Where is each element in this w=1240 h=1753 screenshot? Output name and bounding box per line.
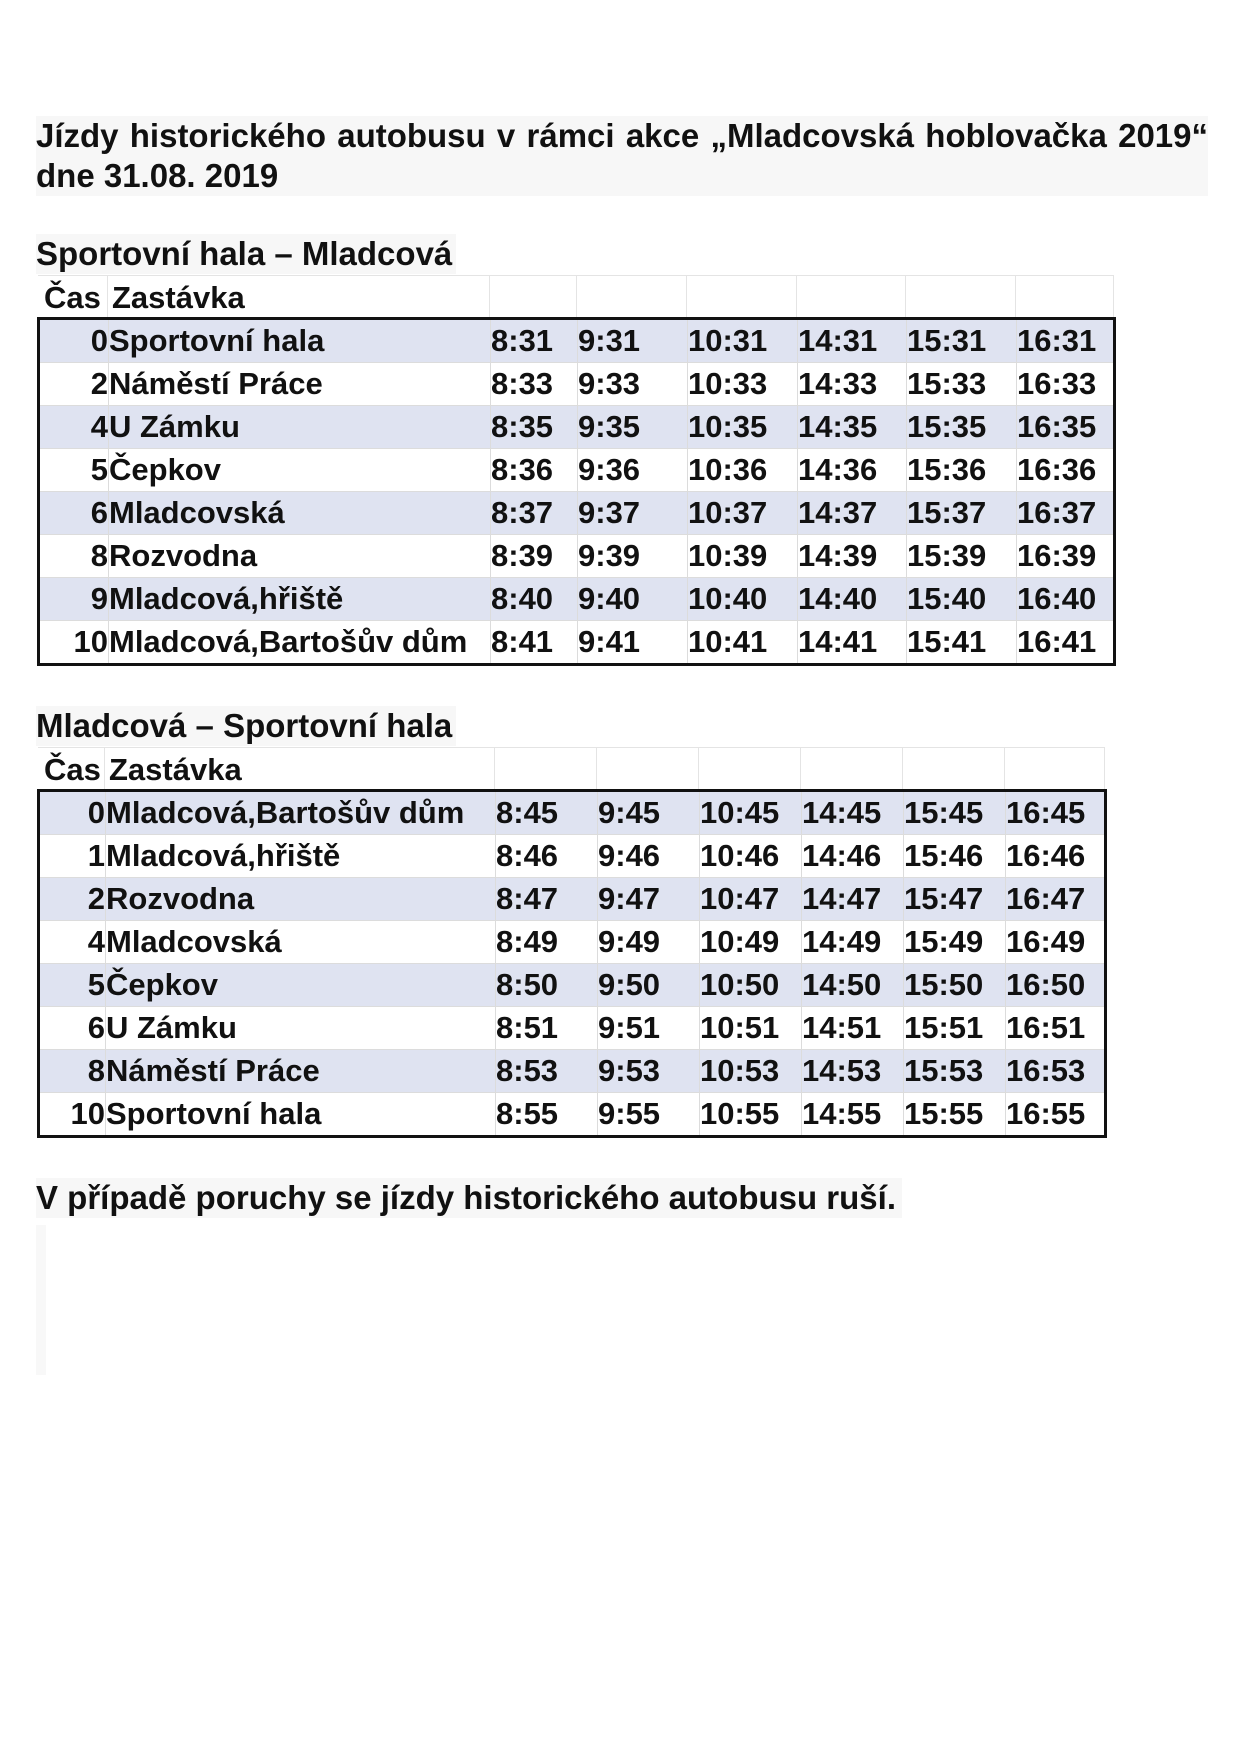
departure-time: 16:45	[1006, 791, 1106, 835]
stop-name: Sportovní hala	[109, 319, 491, 363]
header-empty	[597, 747, 699, 790]
stop-name: Mladcová,Bartošův dům	[109, 621, 491, 665]
departure-time: 16:31	[1017, 319, 1115, 363]
departure-time: 9:49	[598, 921, 700, 964]
departure-time: 15:46	[904, 835, 1006, 878]
departure-time: 15:53	[904, 1050, 1006, 1093]
departure-time: 15:36	[907, 449, 1017, 492]
departure-time: 10:51	[700, 1007, 802, 1050]
minute-offset: 9	[39, 578, 109, 621]
table-row	[39, 921, 1106, 964]
departure-time: 8:36	[491, 449, 578, 492]
departure-time: 8:33	[491, 363, 578, 406]
departure-time: 16:39	[1017, 535, 1115, 578]
departure-time: 10:36	[688, 449, 798, 492]
departure-time: 8:50	[496, 964, 598, 1007]
departure-time: 10:40	[688, 578, 798, 621]
departure-time: 10:33	[688, 363, 798, 406]
departure-time: 16:46	[1006, 835, 1106, 878]
stop-name: Mladcová,hřiště	[109, 578, 491, 621]
stop-name: Náměstí Práce	[106, 1050, 496, 1093]
stop-name: Rozvodna	[109, 535, 491, 578]
table-row	[39, 791, 1106, 835]
stop-name: Mladcovská	[109, 492, 491, 535]
header-empty	[495, 747, 597, 790]
departure-time: 8:55	[496, 1093, 598, 1137]
minute-offset: 10	[39, 1093, 106, 1137]
departure-time: 9:53	[598, 1050, 700, 1093]
departure-time: 14:49	[802, 921, 904, 964]
minute-offset: 10	[39, 621, 109, 665]
departure-time: 8:46	[496, 835, 598, 878]
stop-name: Čepkov	[106, 964, 496, 1007]
stop-name: U Zámku	[106, 1007, 496, 1050]
margin-strip	[36, 1225, 46, 1375]
departure-time: 14:55	[802, 1093, 904, 1137]
departure-time: 16:51	[1006, 1007, 1106, 1050]
departure-time: 9:36	[578, 449, 688, 492]
departure-time: 15:40	[907, 578, 1017, 621]
departure-time: 14:33	[798, 363, 907, 406]
departure-time: 15:51	[904, 1007, 1006, 1050]
departure-time: 16:36	[1017, 449, 1115, 492]
table-row	[39, 449, 1115, 492]
departure-time: 14:40	[798, 578, 907, 621]
departure-time: 9:35	[578, 406, 688, 449]
departure-time: 10:41	[688, 621, 798, 665]
document-title: Jízdy historického autobusu v rámci akce „Mladcovská hoblovačka 2019“ dne 31.08. 2019	[36, 117, 1208, 194]
header-empty	[1005, 747, 1105, 790]
timetable-header-outbound	[38, 275, 1114, 318]
minute-offset: 8	[39, 535, 109, 578]
departure-time: 10:35	[688, 406, 798, 449]
departure-time: 9:47	[598, 878, 700, 921]
departure-time: 10:37	[688, 492, 798, 535]
departure-time: 8:35	[491, 406, 578, 449]
departure-time: 15:49	[904, 921, 1006, 964]
departure-time: 16:53	[1006, 1050, 1106, 1093]
departure-time: 8:39	[491, 535, 578, 578]
table-row	[39, 406, 1115, 449]
departure-time: 9:41	[578, 621, 688, 665]
header-empty	[797, 275, 906, 318]
departure-time: 14:47	[802, 878, 904, 921]
departure-time: 14:51	[802, 1007, 904, 1050]
header-cas: Čas	[38, 275, 108, 318]
departure-time: 15:37	[907, 492, 1017, 535]
departure-time: 16:50	[1006, 964, 1106, 1007]
stop-name: U Zámku	[109, 406, 491, 449]
header-empty	[801, 747, 903, 790]
minute-offset: 5	[39, 449, 109, 492]
minute-offset: 2	[39, 363, 109, 406]
departure-time: 15:47	[904, 878, 1006, 921]
header-stop: Zastávka	[105, 747, 495, 790]
stop-name: Mladcová,hřiště	[106, 835, 496, 878]
departure-time: 8:37	[491, 492, 578, 535]
stop-name: Sportovní hala	[106, 1093, 496, 1137]
table-row	[39, 964, 1106, 1007]
departure-time: 9:46	[598, 835, 700, 878]
header-empty	[490, 275, 577, 318]
timetable-header-return	[38, 747, 1105, 790]
departure-time: 8:31	[491, 319, 578, 363]
departure-time: 9:55	[598, 1093, 700, 1137]
departure-time: 16:40	[1017, 578, 1115, 621]
departure-time: 9:40	[578, 578, 688, 621]
table-row	[39, 319, 1115, 363]
table-row	[39, 835, 1106, 878]
departure-time: 8:41	[491, 621, 578, 665]
departure-time: 9:51	[598, 1007, 700, 1050]
departure-time: 10:53	[700, 1050, 802, 1093]
departure-time: 9:31	[578, 319, 688, 363]
departure-time: 15:39	[907, 535, 1017, 578]
minute-offset: 0	[39, 319, 109, 363]
stop-name: Mladcová,Bartošův dům	[106, 791, 496, 835]
minute-offset: 6	[39, 492, 109, 535]
departure-time: 10:46	[700, 835, 802, 878]
departure-time: 16:33	[1017, 363, 1115, 406]
minute-offset: 8	[39, 1050, 106, 1093]
departure-time: 14:41	[798, 621, 907, 665]
departure-time: 14:31	[798, 319, 907, 363]
stop-name: Čepkov	[109, 449, 491, 492]
section-title-outbound: Sportovní hala – Mladcová	[36, 234, 456, 274]
departure-time: 16:37	[1017, 492, 1115, 535]
departure-time: 14:39	[798, 535, 907, 578]
departure-time: 8:47	[496, 878, 598, 921]
minute-offset: 0	[39, 791, 106, 835]
stop-name: Náměstí Práce	[109, 363, 491, 406]
departure-time: 16:47	[1006, 878, 1106, 921]
minute-offset: 6	[39, 1007, 106, 1050]
minute-offset: 5	[39, 964, 106, 1007]
stop-name: Rozvodna	[106, 878, 496, 921]
header-cas: Čas	[38, 747, 105, 790]
departure-time: 9:33	[578, 363, 688, 406]
departure-time: 14:35	[798, 406, 907, 449]
header-empty	[687, 275, 797, 318]
departure-time: 14:50	[802, 964, 904, 1007]
departure-time: 9:37	[578, 492, 688, 535]
header-stop: Zastávka	[108, 275, 490, 318]
header-empty	[699, 747, 801, 790]
section-title-return: Mladcová – Sportovní hala	[36, 706, 456, 746]
minute-offset: 4	[39, 921, 106, 964]
departure-time: 15:55	[904, 1093, 1006, 1137]
minute-offset: 1	[39, 835, 106, 878]
departure-time: 10:49	[700, 921, 802, 964]
minute-offset: 4	[39, 406, 109, 449]
header-empty	[903, 747, 1005, 790]
table-row	[39, 1093, 1106, 1137]
table-row	[39, 1050, 1106, 1093]
departure-time: 10:50	[700, 964, 802, 1007]
departure-time: 8:49	[496, 921, 598, 964]
timetable-return	[37, 789, 1107, 1138]
departure-time: 9:39	[578, 535, 688, 578]
departure-time: 15:41	[907, 621, 1017, 665]
table-row	[39, 621, 1115, 665]
departure-time: 15:31	[907, 319, 1017, 363]
departure-time: 8:53	[496, 1050, 598, 1093]
header-empty	[906, 275, 1016, 318]
stop-name: Mladcovská	[106, 921, 496, 964]
table-row	[39, 535, 1115, 578]
breakdown-note: V případě poruchy se jízdy historického autobusu ruší.	[36, 1178, 902, 1218]
departure-time: 9:50	[598, 964, 700, 1007]
departure-time: 8:45	[496, 791, 598, 835]
departure-time: 15:35	[907, 406, 1017, 449]
departure-time: 14:53	[802, 1050, 904, 1093]
departure-time: 9:45	[598, 791, 700, 835]
departure-time: 10:39	[688, 535, 798, 578]
departure-time: 14:37	[798, 492, 907, 535]
departure-time: 10:45	[700, 791, 802, 835]
departure-time: 10:55	[700, 1093, 802, 1137]
table-row	[39, 1007, 1106, 1050]
header-empty	[577, 275, 687, 318]
departure-time: 10:47	[700, 878, 802, 921]
departure-time: 10:31	[688, 319, 798, 363]
minute-offset: 2	[39, 878, 106, 921]
departure-time: 14:46	[802, 835, 904, 878]
table-row	[39, 492, 1115, 535]
table-row	[39, 578, 1115, 621]
table-row	[39, 363, 1115, 406]
departure-time: 15:50	[904, 964, 1006, 1007]
departure-time: 8:51	[496, 1007, 598, 1050]
departure-time: 16:49	[1006, 921, 1106, 964]
table-row	[39, 878, 1106, 921]
departure-time: 15:45	[904, 791, 1006, 835]
timetable-outbound	[37, 317, 1116, 666]
departure-time: 16:55	[1006, 1093, 1106, 1137]
departure-time: 14:45	[802, 791, 904, 835]
departure-time: 14:36	[798, 449, 907, 492]
departure-time: 8:40	[491, 578, 578, 621]
departure-time: 15:33	[907, 363, 1017, 406]
departure-time: 16:41	[1017, 621, 1115, 665]
departure-time: 16:35	[1017, 406, 1115, 449]
header-empty	[1016, 275, 1114, 318]
